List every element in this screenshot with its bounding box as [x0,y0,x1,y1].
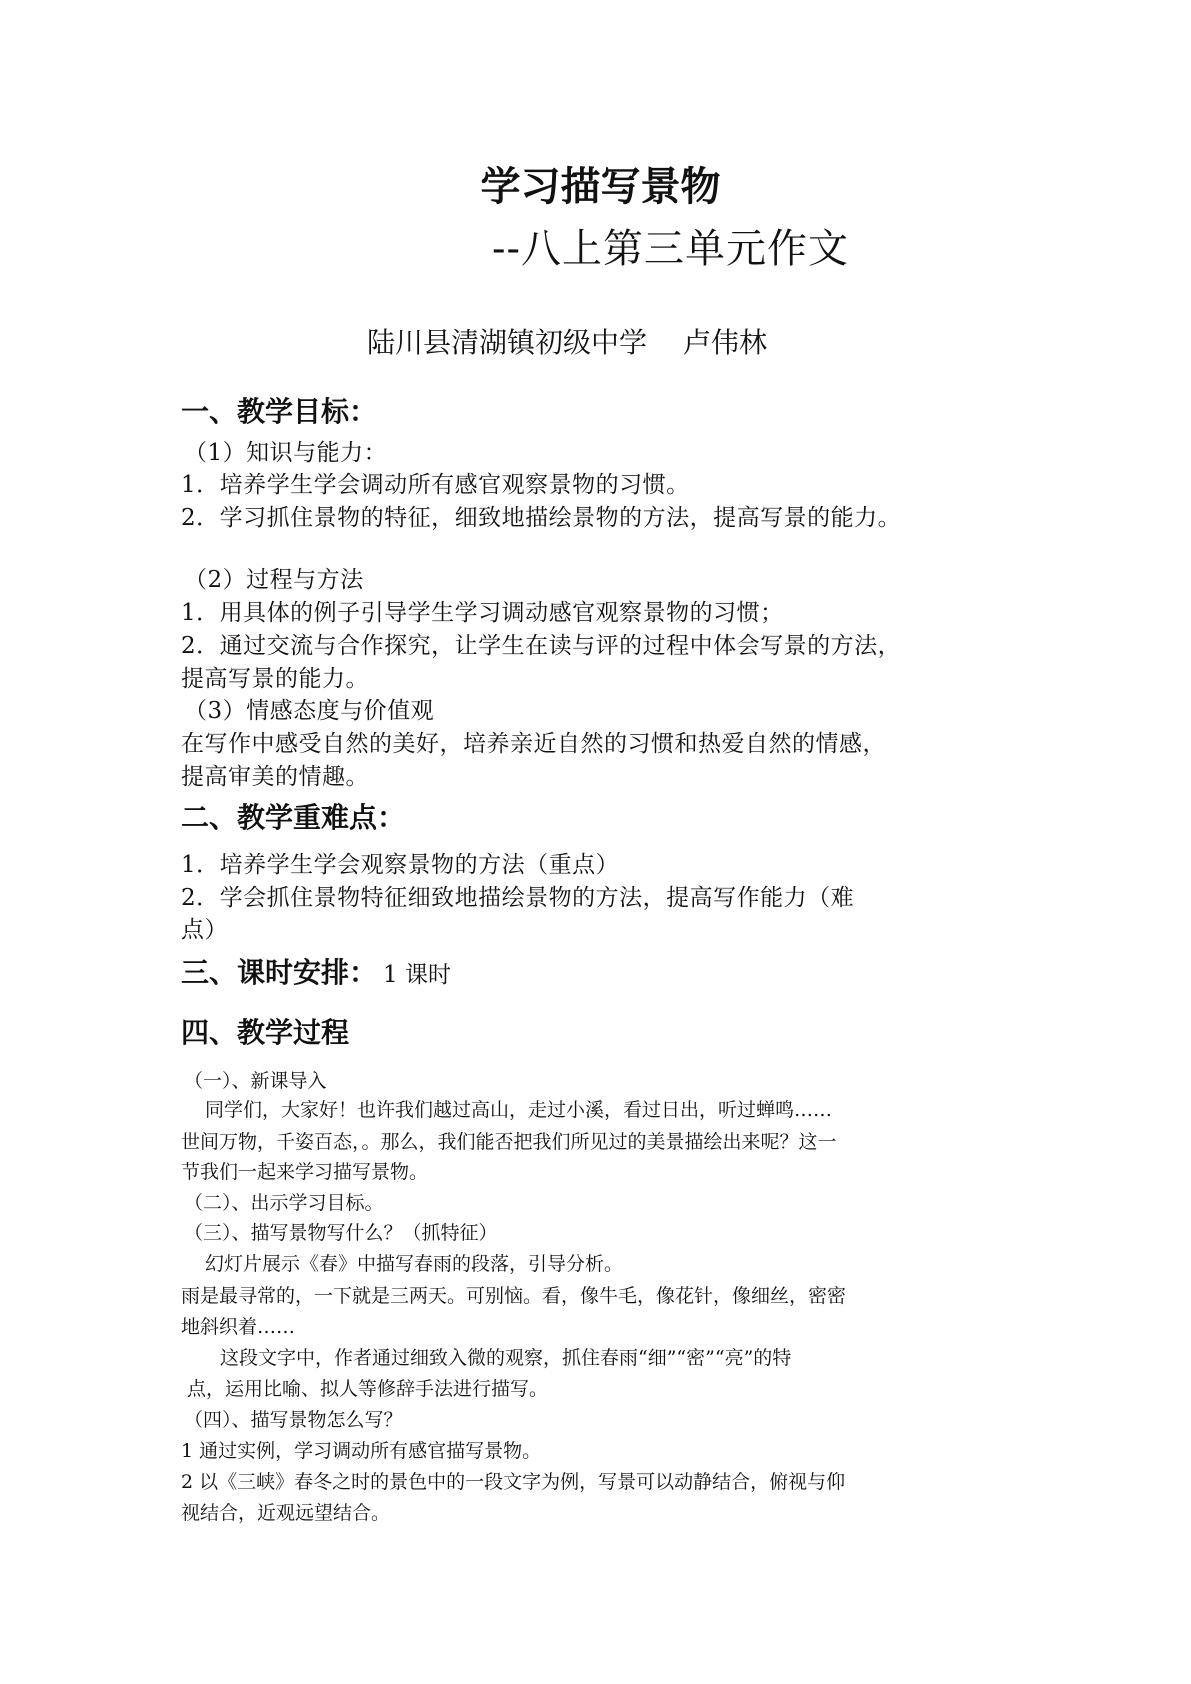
document-title: 学习描写景物 [480,164,721,210]
process-line: 1 通过实例，学习调动所有感官描写景物。 [181,1440,542,1462]
process-line: 幻灯片展示《春》中描写春雨的段落，引导分析。 [205,1253,624,1275]
process-line: 世间万物，千姿百态，。那么，我们能否把我们所见过的美景描绘出来呢？这一 [181,1131,837,1153]
author-line [367,325,767,361]
goals-line: （2）过程与方法 [184,567,364,593]
process-line: 地斜织着…… [181,1316,296,1338]
process-line: 2 以《三峡》春冬之时的景色中的一段文字为例，写景可以动静结合，俯视与仰 [181,1471,846,1493]
schedule-value: 1 课时 [383,962,451,988]
document-subtitle: --八上第三单元作文 [492,226,850,272]
process-line: 视结合，近观远望结合。 [181,1502,391,1524]
schedule-heading: 三、课时安排： [181,956,378,989]
goals-line: 提高审美的情趣。 [181,764,369,790]
goals-line: 在写作中感受自然的美好，培养亲近自然的习惯和热爱自然的情感， [181,731,886,757]
key-points-line: 1．培养学生学会观察景物的方法（重点） [181,852,620,878]
process-line: 同学们，大家好！也许我们越过高山，走过小溪，看过日出，听过蝉鸣…… [205,1099,833,1121]
process-line: （一）、新课导入 [184,1070,327,1092]
goals-line: （3）情感态度与价值观 [184,698,435,724]
process-line: 这段文字中，作者通过细致入微的观察，抓住春雨“细”“密”“亮”的特 [220,1347,792,1369]
section-heading-process: 四、教学过程 [181,1016,350,1049]
author-school: 陆川县清湖镇初级中学 [367,326,648,359]
key-points-line: 点） [181,917,228,943]
goals-line: 2．通过交流与合作探究，让学生在读与评的过程中体会写景的方法， [181,633,902,659]
goals-line: 1．培养学生学会调动所有感官观察景物的习惯。 [181,472,690,498]
process-line: （四）、描写景物怎么写？ [184,1409,403,1431]
process-line: 雨是最寻常的，一下就是三两天。可别恼。看，像牛毛，像花针，像细丝，密密 [181,1285,847,1307]
process-line: （三）、描写景物写什么？（抓特征） [184,1222,498,1244]
goals-line: 提高写景的能力。 [181,666,369,692]
section-heading-key-points: 二、教学重难点： [181,801,406,834]
goals-line: （1）知识与能力： [184,440,388,466]
section-heading-goals: 一、教学目标： [181,395,378,428]
process-line: 点，运用比喻、拟人等修辞手法进行描写。 [187,1378,549,1400]
key-points-line: 2．学会抓住景物特征细致地描绘景物的方法，提高写作能力（难 [181,885,855,911]
section-heading-schedule [181,955,451,993]
process-line: 节我们一起来学习描写景物。 [181,1161,429,1183]
goals-line: 1．用具体的例子引导学生学习调动感官观察景物的习惯； [181,600,784,626]
process-line: （二）、出示学习目标。 [184,1192,384,1214]
author-name: 卢伟林 [683,326,768,359]
goals-line: 2．学习抓住景物的特征，细致地描绘景物的方法，提高写景的能力。 [181,505,902,531]
